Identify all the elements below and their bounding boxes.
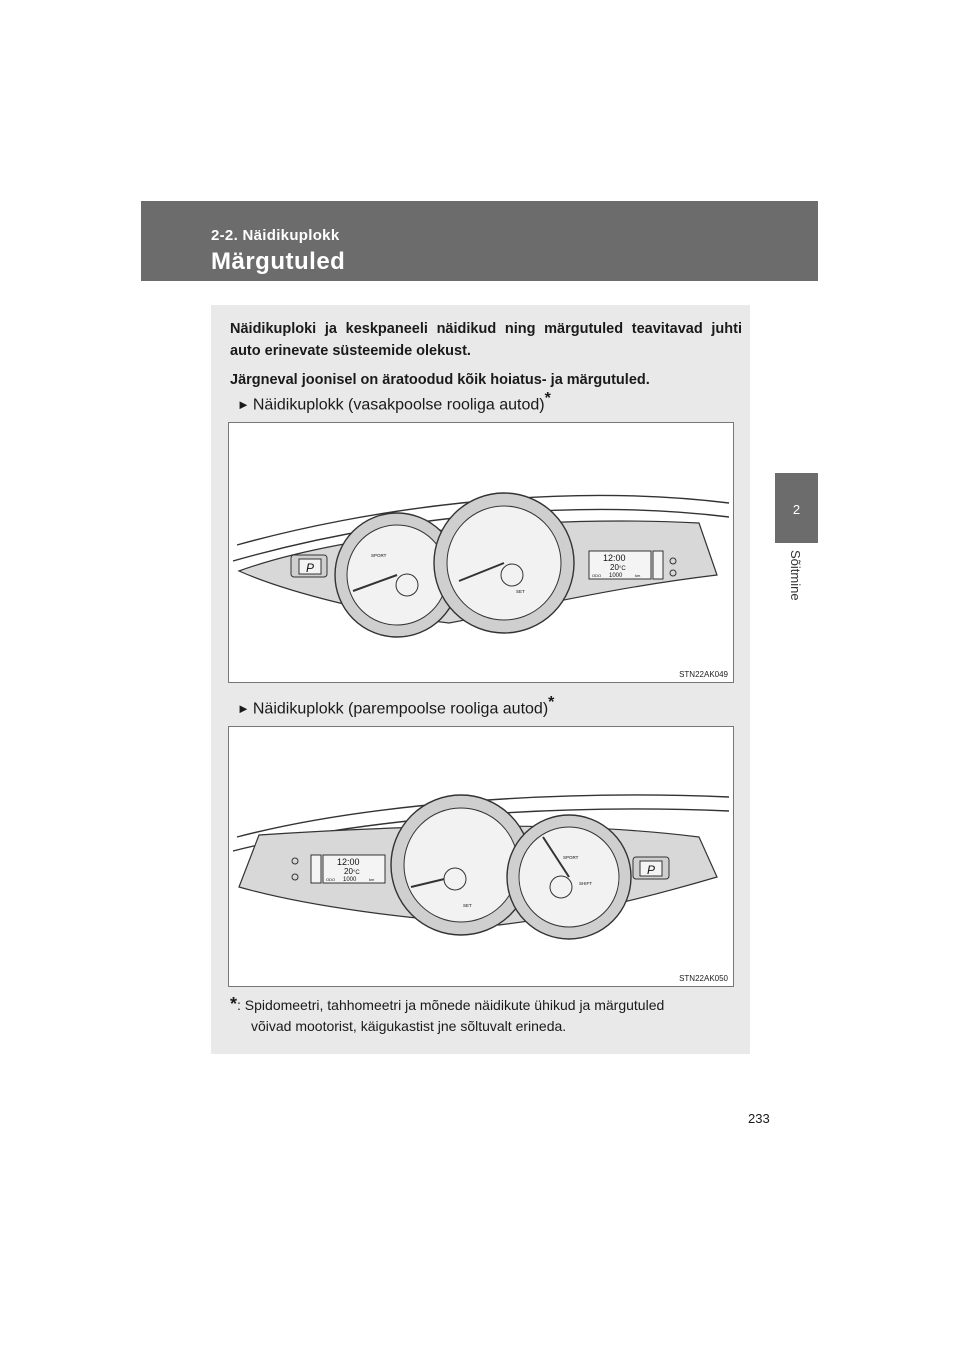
figure-code: STN22AK049 [679,670,728,679]
svg-text:P: P [647,863,656,877]
footnote-star: * [230,994,238,1014]
footnote-marker: * [544,390,551,407]
footnote-line-2: võivad mootorist, käigukastist jne sõltuvalt erineda. [251,1018,567,1034]
intro-paragraph-2: Järgneval joonisel on äratoodud kõik hoiatus- ja märgutuled. [230,372,650,388]
gear-p-indicator: P [306,561,315,575]
figure-code: STN22AK050 [679,974,728,983]
svg-text:SPORT: SPORT [371,553,387,558]
svg-text:20: 20 [610,563,619,572]
footnote-marker: * [548,694,555,711]
instrument-cluster-lhd-drawing [229,423,733,682]
triangle-right-icon: ► [237,701,250,717]
svg-text:SET: SET [463,903,472,908]
svg-text:1000: 1000 [609,573,623,579]
svg-text:km: km [369,877,375,882]
figure-1-heading: ► Näidikuplokk (vasakpoolse rooliga autod)* [237,390,551,414]
footnote-line-1: *: Spidomeetri, tahhomeetri ja mõnede näidikute ühikud ja märgutuled [230,994,665,1014]
svg-text:SPORT: SPORT [563,855,579,860]
section-label: 2-2. Näidikuplokk [211,227,340,244]
svg-text:SHIFT: SHIFT [579,881,592,886]
svg-text:SET: SET [516,589,525,594]
svg-text:ODO: ODO [326,877,336,882]
svg-text:12:00: 12:00 [603,553,626,563]
intro-text [230,318,742,398]
footnote [230,994,742,1037]
chapter-tab[interactable] [775,473,818,543]
figure-2-rhd-cluster [228,726,734,987]
instrument-cluster-rhd-drawing [229,727,733,986]
figure-1-lhd-cluster [228,422,734,683]
svg-text:1000: 1000 [343,877,357,883]
svg-text:12:00: 12:00 [337,857,360,867]
svg-text:km: km [635,573,641,578]
triangle-right-icon: ► [237,397,250,413]
svg-text:ODO: ODO [592,573,602,578]
chapter-label: Sõitmine [788,550,803,601]
intro-paragraph-1: Näidikuploki ja keskpaneeli näidikud ning märgutuled teavitavad juhti auto erinevate süsteemide olekust. [230,321,742,359]
page-title: Märgutuled [211,248,346,275]
page-number: 233 [748,1111,770,1126]
svg-text:°C: °C [619,566,626,572]
figure-2-heading: ► Näidikuplokk (parempoolse rooliga autod)* [237,694,555,718]
chapter-number: 2 [792,502,801,517]
svg-text:20: 20 [344,867,353,876]
svg-text:°C: °C [353,870,360,876]
section-header [141,201,818,281]
